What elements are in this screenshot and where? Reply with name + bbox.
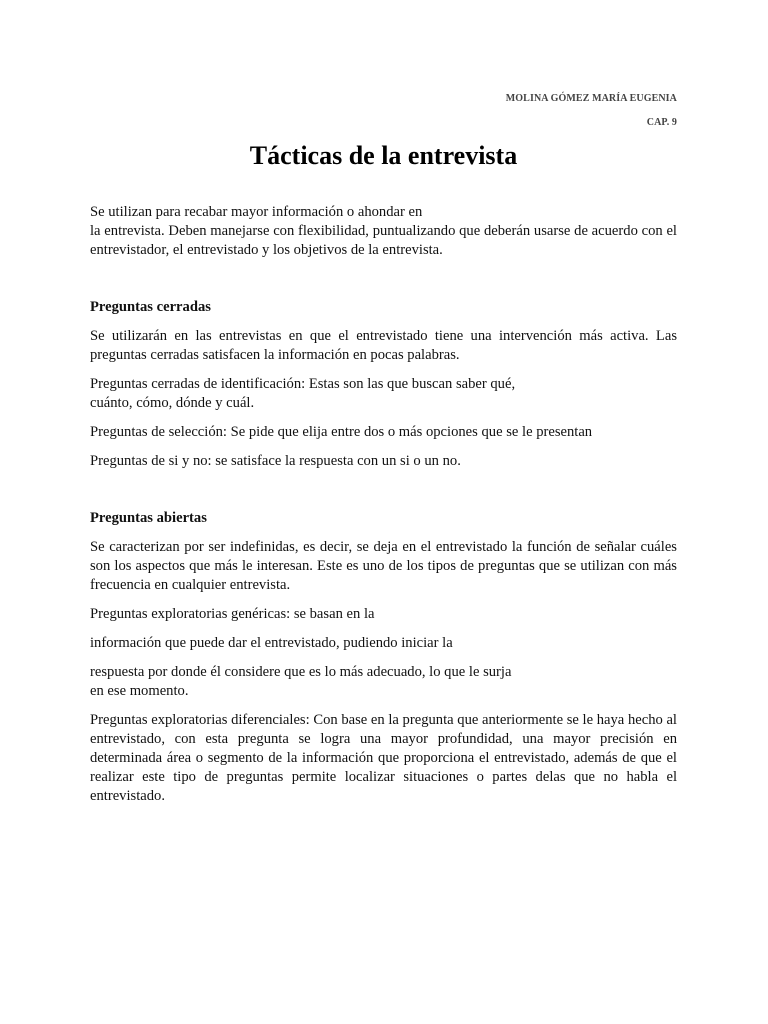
- header-chapter: CAP. 9: [646, 117, 677, 128]
- intro-paragraph: [90, 203, 677, 260]
- open-paragraph-2: Preguntas exploratorias genéricas: se basan en la: [90, 606, 375, 622]
- page-title: Tácticas de la entrevista: [249, 141, 518, 170]
- heading-open-questions: Preguntas abiertas: [90, 510, 207, 526]
- open-paragraph-5: Preguntas exploratorias diferenciales: Con base en la pregunta que anteriormente se le haya hecho al entrevistado, con esta pregunta se logra una mayor profundidad, una mayor precisión en determinada área o segmento de la información que proporciona el entrevistado, además de que el realizar este tipo de preguntas permite localizar situaciones o partes delas que no habla el entrevistado.: [90, 712, 677, 804]
- document-body: [90, 203, 677, 816]
- closed-paragraph-4: Preguntas de si y no: se satisface la respuesta con un si o un no.: [90, 453, 461, 469]
- open-paragraph-4-line-1: respuesta por donde él considere que es lo más adecuado, lo que le surja: [90, 664, 512, 680]
- intro-line-1: Se utilizan para recabar mayor información o ahondar en: [90, 204, 423, 220]
- closed-paragraph-2-line-2: cuánto, cómo, dónde y cuál.: [90, 395, 255, 411]
- section-spacer: [90, 270, 677, 298]
- closed-paragraph-2-line-1: Preguntas cerradas de identificación: Estas son las que buscan saber qué,: [90, 376, 516, 392]
- open-paragraph-4: [90, 663, 677, 701]
- closed-paragraph-1: Se utilizarán en las entrevistas en que el entrevistado tiene una intervención más activa. Las preguntas cerradas satisfacen la información en pocas palabras.: [90, 328, 677, 363]
- closed-paragraph-2: [90, 375, 677, 413]
- open-paragraph-3: información que puede dar el entrevistado, pudiendo iniciar la: [90, 635, 453, 651]
- closed-paragraph-3: Preguntas de selección: Se pide que elija entre dos o más opciones que se le presentan: [90, 424, 593, 440]
- intro-line-2: la entrevista. Deben manejarse con flexibilidad, puntualizando que deberán usarse de acuerdo con el entrevistador, el entrevistado y los objetivos de la entrevista.: [90, 223, 677, 258]
- header-author: MOLINA GÓMEZ MARÍA EUGENIA: [505, 93, 677, 104]
- section-spacer: [90, 481, 677, 509]
- open-paragraph-4-line-2: en ese momento.: [90, 683, 189, 699]
- open-paragraph-1: Se caracterizan por ser indefinidas, es decir, se deja en el entrevistado la función de señalar cuáles son los aspectos que más le interesan. Este es uno de los tipos de preguntas que se utilizan con más frecuencia en cualquier entrevista.: [90, 539, 677, 593]
- heading-closed-questions: Preguntas cerradas: [90, 299, 211, 315]
